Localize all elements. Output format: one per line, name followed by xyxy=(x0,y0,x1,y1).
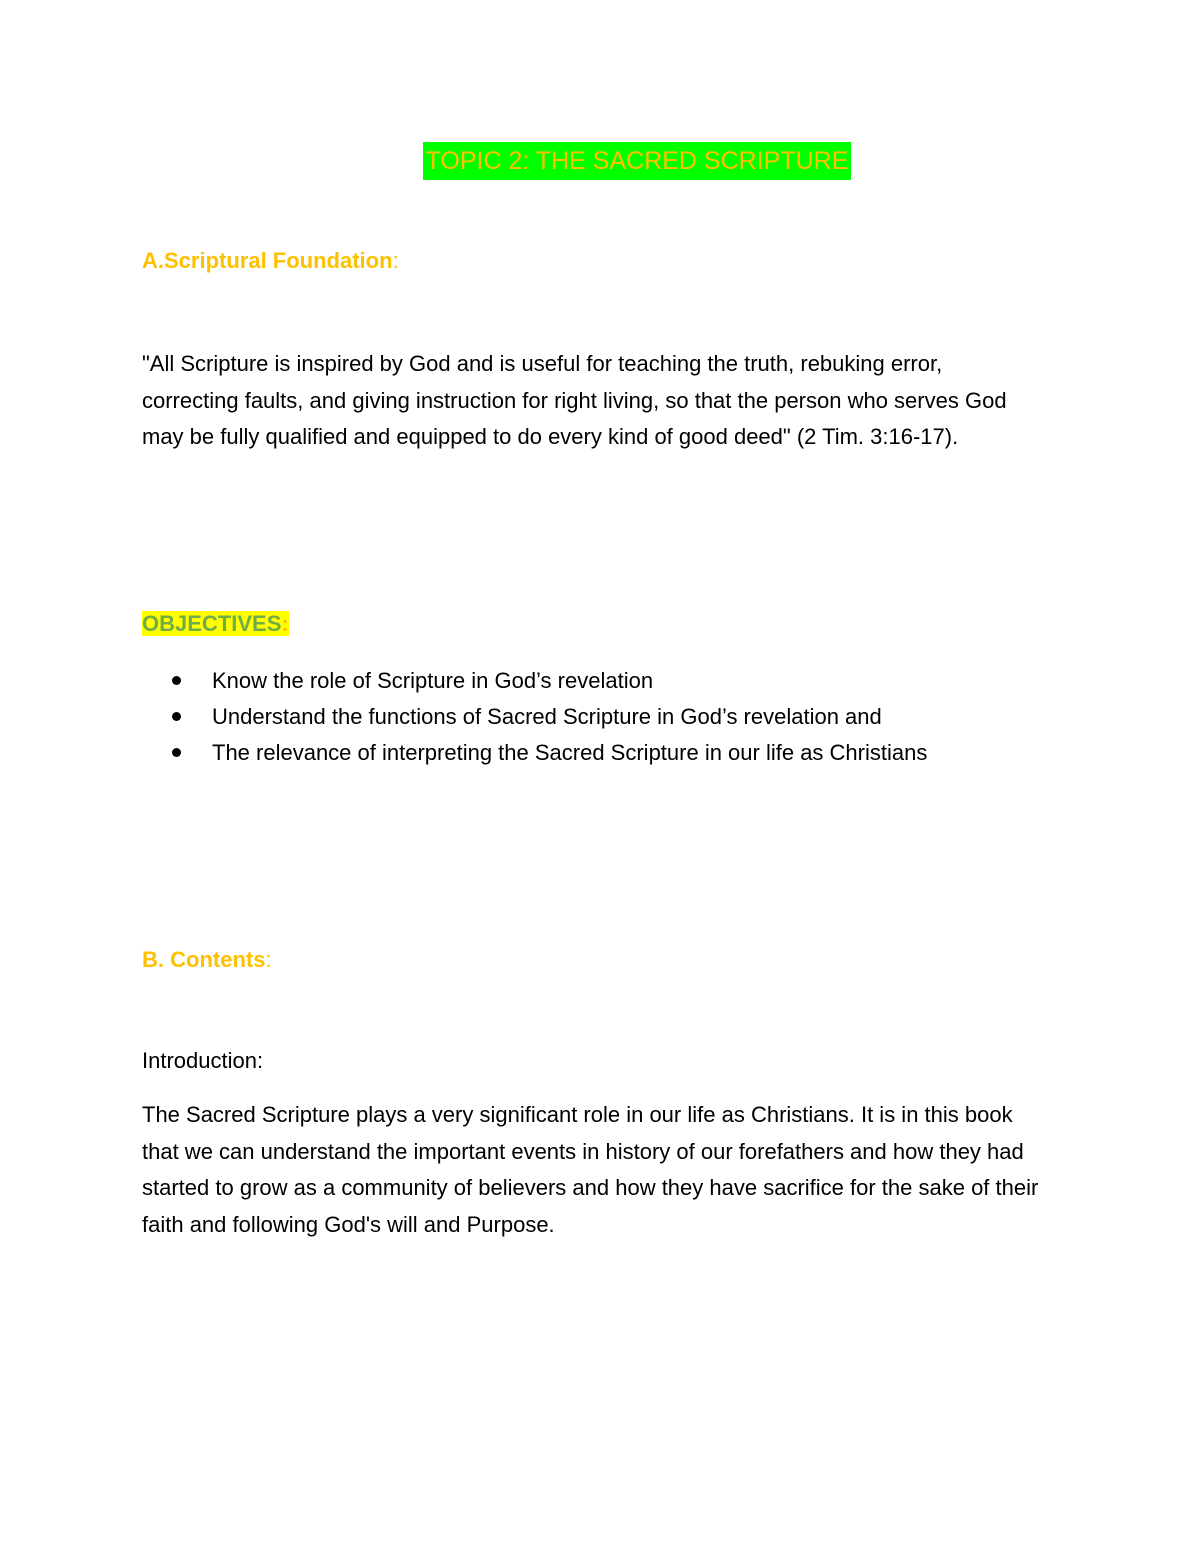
objective-text: Know the role of Scripture in God’s revelation xyxy=(212,668,654,693)
objectives-colon: : xyxy=(281,611,289,636)
page-title: TOPIC 2: THE SACRED SCRIPTURE xyxy=(423,142,852,180)
list-item xyxy=(170,663,927,699)
objectives-heading xyxy=(142,611,289,637)
section-b-colon: : xyxy=(265,947,272,972)
objectives-list xyxy=(170,663,927,771)
bullet-icon xyxy=(172,712,181,721)
list-item xyxy=(170,699,927,735)
section-a-label: A.Scriptural Foundation xyxy=(142,248,393,273)
objective-text: Understand the functions of Sacred Scripture in God’s revelation and xyxy=(212,704,882,729)
bullet-icon xyxy=(172,676,181,685)
objective-text: The relevance of interpreting the Sacred Scripture in our life as Christians xyxy=(212,740,928,765)
scripture-quote: "All Scripture is inspired by God and is useful for teaching the truth, rebuking error, correcting faults, and giving instruction for right living, so that the person who serves God may be fully qualified and equipped to do every kind of good deed" (2 Tim. 3:16-17). xyxy=(142,351,1007,449)
introduction-text: The Sacred Scripture plays a very significant role in our life as Christians. It is in this book that we can understand the important events in history of our forefathers and how they had started to grow as a community of believers and how they have sacrifice for the sake of their faith and following God's will and Purpose. xyxy=(142,1102,1039,1237)
list-item xyxy=(170,735,927,771)
introduction-label: Introduction: xyxy=(142,1048,264,1073)
section-a-colon: : xyxy=(392,248,399,273)
title-row xyxy=(0,142,1200,180)
objectives-label: OBJECTIVES xyxy=(142,611,282,636)
section-b-heading xyxy=(142,947,272,973)
bullet-icon xyxy=(172,748,181,757)
section-b-label: B. Contents xyxy=(142,947,266,972)
section-a-heading xyxy=(142,248,399,274)
